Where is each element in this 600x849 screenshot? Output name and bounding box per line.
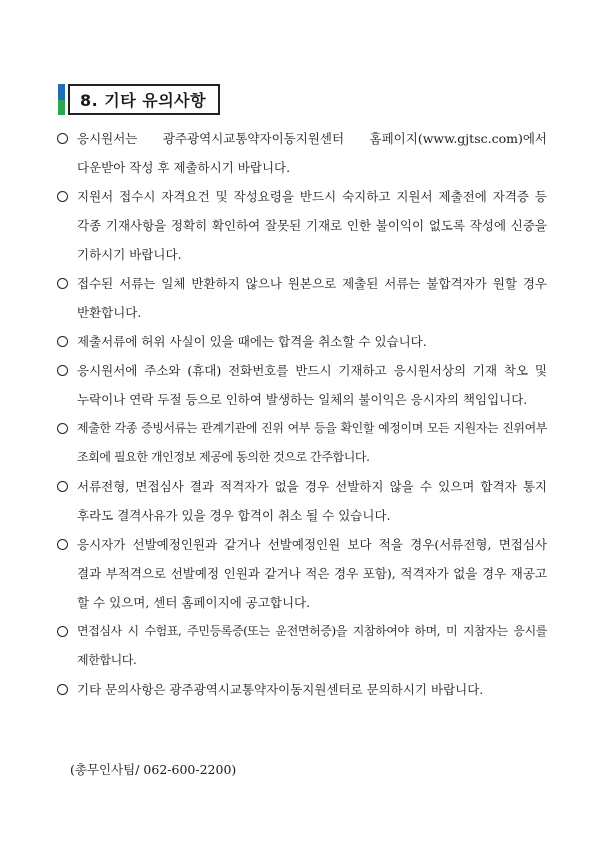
accent-bar-blue: [58, 84, 65, 100]
notice-list: [57, 124, 547, 704]
list-item-text: 응시자가 선발예정인원과 같거나 선발예정인원 보다 적을 경우(서류전형, 면접심사 결과 부적격으로 선발예정 인원과 같거나 적은 경우 포함), 적격자가 없을 경우 재공고 할 수 있으며, 센터 홈페이지에 공고합니다.: [77, 537, 547, 610]
list-item: [57, 675, 547, 704]
circle-bullet-icon: [57, 327, 77, 356]
list-item-text: 제출서류에 허위 사실이 있을 때에는 합격을 취소할 수 있습니다.: [77, 334, 427, 349]
section-header: [58, 84, 220, 115]
list-item: [57, 182, 547, 269]
circle-bullet-icon: [57, 617, 77, 646]
list-item: [57, 530, 547, 617]
list-item: [57, 327, 547, 356]
list-item: [57, 124, 547, 182]
circle-bullet-icon: [57, 269, 77, 298]
list-item-text: 응시원서는 광주광역시교통약자이동지원센터 홈페이지(www.gjtsc.com)에서 다운받아 작성 후 제출하시기 바랍니다.: [77, 131, 547, 175]
section-accent-bar: [58, 84, 65, 115]
list-item-text: 응시원서에 주소와 (휴대) 전화번호를 반드시 기재하고 응시원서상의 기재 착오 및 누락이나 연락 두절 등으로 인하여 발생하는 일체의 불이익은 응시자의 책임입니다.: [77, 363, 547, 407]
accent-bar-green: [58, 100, 65, 116]
list-item-text: 지원서 접수시 자격요건 및 작성요령을 반드시 숙지하고 지원서 제출전에 자격증 등 각종 기재사항을 정확히 확인하여 잘못된 기재로 인한 불이익이 없도록 작성에 신중을 기하시기 바랍니다.: [77, 189, 547, 262]
circle-bullet-icon: [57, 414, 77, 443]
list-item-text: 제출한 각종 증빙서류는 관계기관에 진위 여부 등을 확인할 예정이며 모든 지원자는 진위여부 조회에 필요한 개인정보 제공에 동의한 것으로 간주합니다.: [77, 421, 547, 464]
contact-info: (총무인사팀/ 062-600-2200): [70, 762, 237, 777]
circle-bullet-icon: [57, 356, 77, 385]
section-title: 8. 기타 유의사항: [68, 84, 220, 115]
list-item: [57, 356, 547, 414]
list-item-text: 서류전형, 면접심사 결과 적격자가 없을 경우 선발하지 않을 수 있으며 합격자 통지 후라도 결격사유가 있을 경우 합격이 취소 될 수 있습니다.: [77, 479, 547, 523]
circle-bullet-icon: [57, 124, 77, 153]
list-item: [57, 617, 547, 675]
list-item: [57, 269, 547, 327]
list-item-text: 기타 문의사항은 광주광역시교통약자이동지원센터로 문의하시기 바랍니다.: [77, 682, 484, 697]
circle-bullet-icon: [57, 675, 77, 704]
circle-bullet-icon: [57, 182, 77, 211]
circle-bullet-icon: [57, 530, 77, 559]
list-item: [57, 472, 547, 530]
circle-bullet-icon: [57, 472, 77, 501]
list-item-text: 면접심사 시 수험표, 주민등록증(또는 운전면허증)을 지참하여야 하며, 미 지참자는 응시를 제한합니다.: [77, 624, 547, 667]
list-item-text: 접수된 서류는 일체 반환하지 않으나 원본으로 제출된 서류는 불합격자가 원할 경우 반환합니다.: [77, 276, 547, 320]
list-item: [57, 414, 547, 472]
